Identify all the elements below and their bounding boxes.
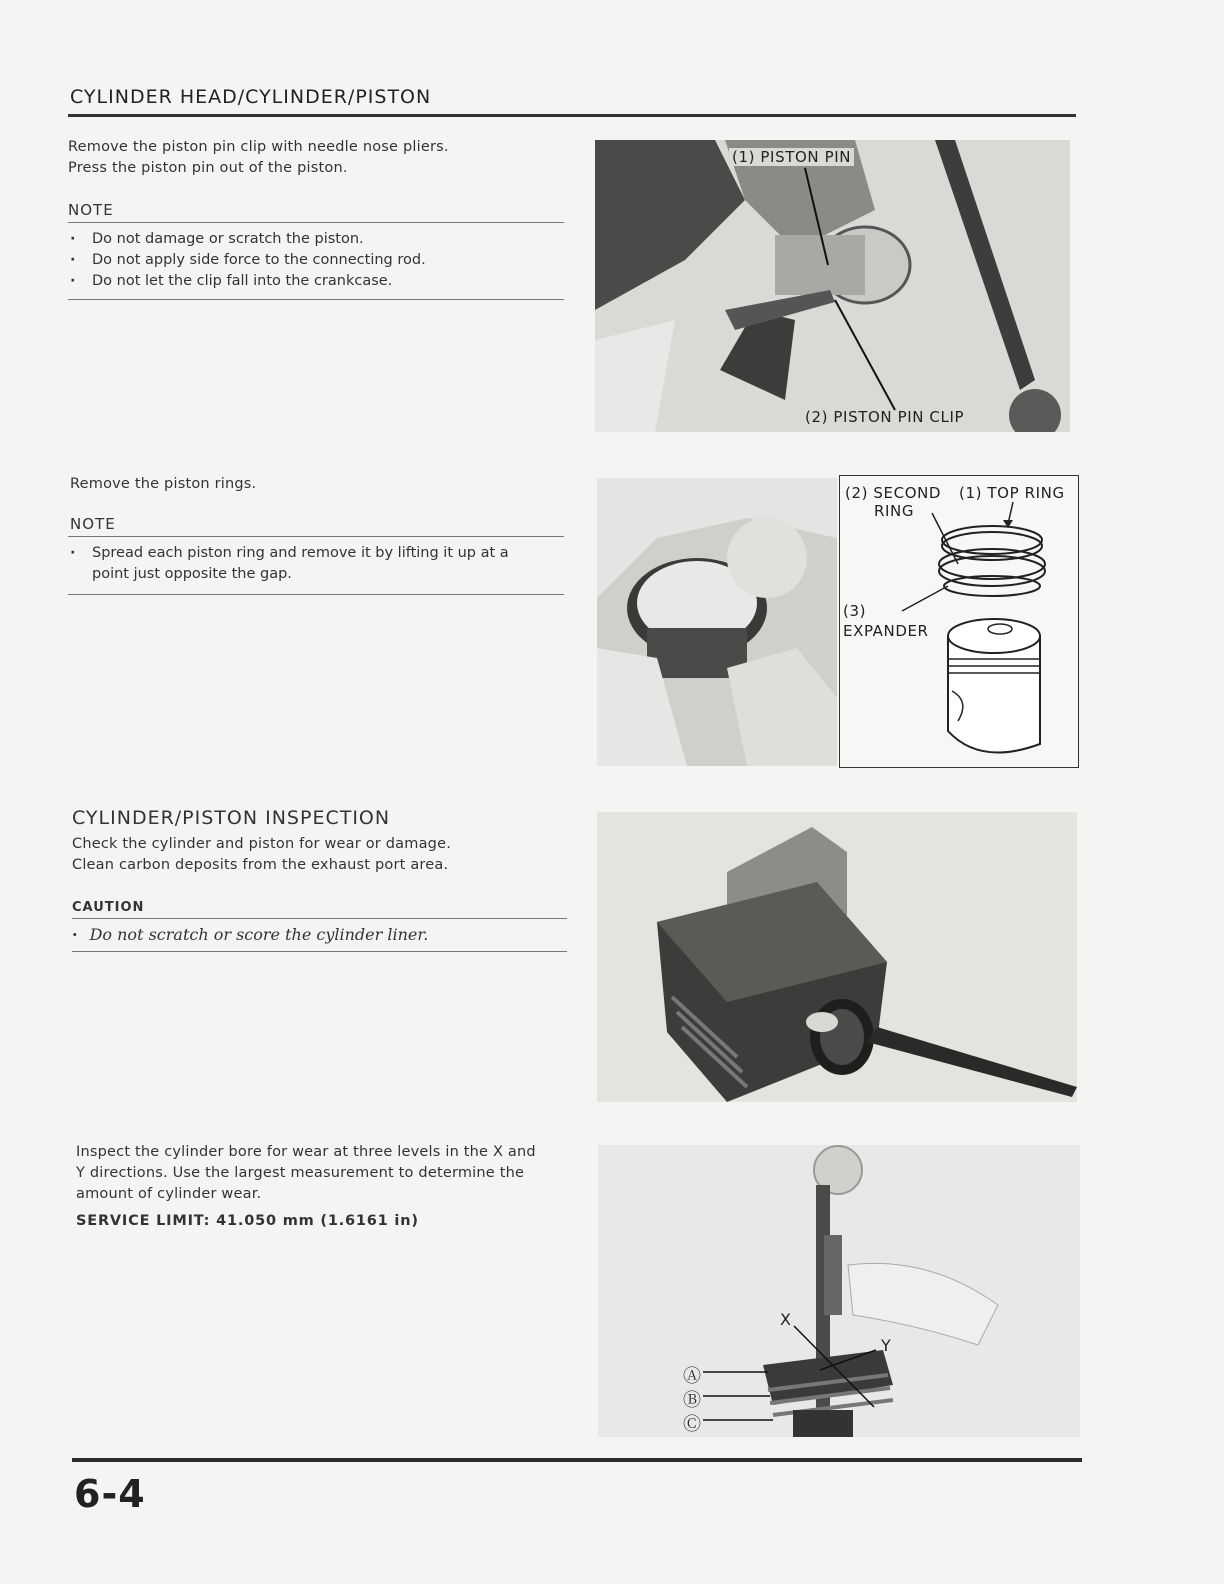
page-number: 6-4 bbox=[74, 1472, 146, 1516]
diagram-label-top-ring: (1) TOP RING bbox=[959, 484, 1065, 502]
figure-label-x: X bbox=[780, 1310, 792, 1329]
piston-pin-photo bbox=[595, 140, 1070, 432]
callout-piston-pin-clip: (2) PISTON PIN CLIP bbox=[805, 408, 965, 426]
section2-note-label: NOTE bbox=[70, 515, 116, 533]
section3-title: CYLINDER/PISTON INSPECTION bbox=[72, 807, 391, 829]
section3-line: Check the cylinder and piston for wear or damage. bbox=[72, 836, 452, 852]
section1-line: Press the piston pin out of the piston. bbox=[68, 160, 348, 176]
section4-paragraph bbox=[76, 1142, 570, 1205]
section3-paragraph bbox=[72, 834, 451, 876]
section1-paragraph bbox=[68, 137, 449, 179]
header-rule bbox=[68, 114, 1076, 117]
note-text: point just opposite the gap. bbox=[92, 566, 292, 582]
caution-rule-bottom bbox=[72, 951, 567, 952]
footer-rule bbox=[72, 1458, 1082, 1462]
page-header-title: CYLINDER HEAD/CYLINDER/PISTON bbox=[70, 86, 432, 108]
caution-item: · Do not scratch or score the cylinder liner. bbox=[72, 925, 429, 944]
figure-label-y: Y bbox=[881, 1336, 892, 1355]
service-limit: SERVICE LIMIT: 41.050 mm (1.6161 in) bbox=[76, 1213, 419, 1229]
note-item: · Do not let the clip fall into the crankcase. bbox=[68, 271, 568, 292]
caution-text: Do not scratch or score the cylinder liner. bbox=[89, 925, 429, 944]
section4-line: amount of cylinder wear. bbox=[76, 1186, 262, 1202]
section2-paragraph bbox=[70, 474, 256, 495]
section2-line: Remove the piston rings. bbox=[70, 476, 257, 492]
section4-line: Y directions. Use the largest measurement to determine the bbox=[76, 1165, 525, 1181]
note-rule-top bbox=[68, 536, 564, 537]
note-rule-bottom bbox=[68, 594, 564, 595]
diagram-label-expander-number: (3) bbox=[843, 602, 867, 620]
section2-note-list bbox=[68, 543, 568, 585]
diagram-label-second-ring: (2) SECOND bbox=[845, 484, 942, 502]
note-item bbox=[68, 543, 568, 585]
caution-rule-top bbox=[72, 918, 567, 919]
section4-line: Inspect the cylinder bore for wear at three levels in the X and bbox=[76, 1144, 536, 1160]
note-rule-bottom bbox=[68, 299, 564, 300]
note-item: · Do not damage or scratch the piston. bbox=[68, 229, 568, 250]
section1-note-label: NOTE bbox=[68, 201, 114, 219]
bore-gauge-photo bbox=[598, 1145, 1080, 1437]
note-rule-top bbox=[68, 222, 564, 223]
section1-note-list bbox=[68, 229, 568, 292]
figure-label-a: Ⓐ bbox=[683, 1366, 702, 1387]
ring-removal-photo bbox=[597, 478, 837, 766]
figure-label-c: Ⓒ bbox=[683, 1414, 702, 1435]
note-text: Spread each piston ring and remove it by lifting it up at a bbox=[92, 545, 509, 561]
figure-label-b: Ⓑ bbox=[683, 1390, 702, 1411]
callout-piston-pin: (1) PISTON PIN bbox=[729, 148, 854, 166]
caution-label: CAUTION bbox=[72, 900, 145, 915]
cylinder-photo bbox=[597, 812, 1077, 1102]
diagram-label-expander: EXPANDER bbox=[843, 622, 929, 640]
ring-diagram bbox=[839, 475, 1079, 768]
diagram-label-second-ring-2: RING bbox=[874, 502, 915, 520]
section1-line: Remove the piston pin clip with needle nose pliers. bbox=[68, 139, 449, 155]
section3-line: Clean carbon deposits from the exhaust port area. bbox=[72, 857, 449, 873]
note-item: · Do not apply side force to the connecting rod. bbox=[68, 250, 568, 271]
